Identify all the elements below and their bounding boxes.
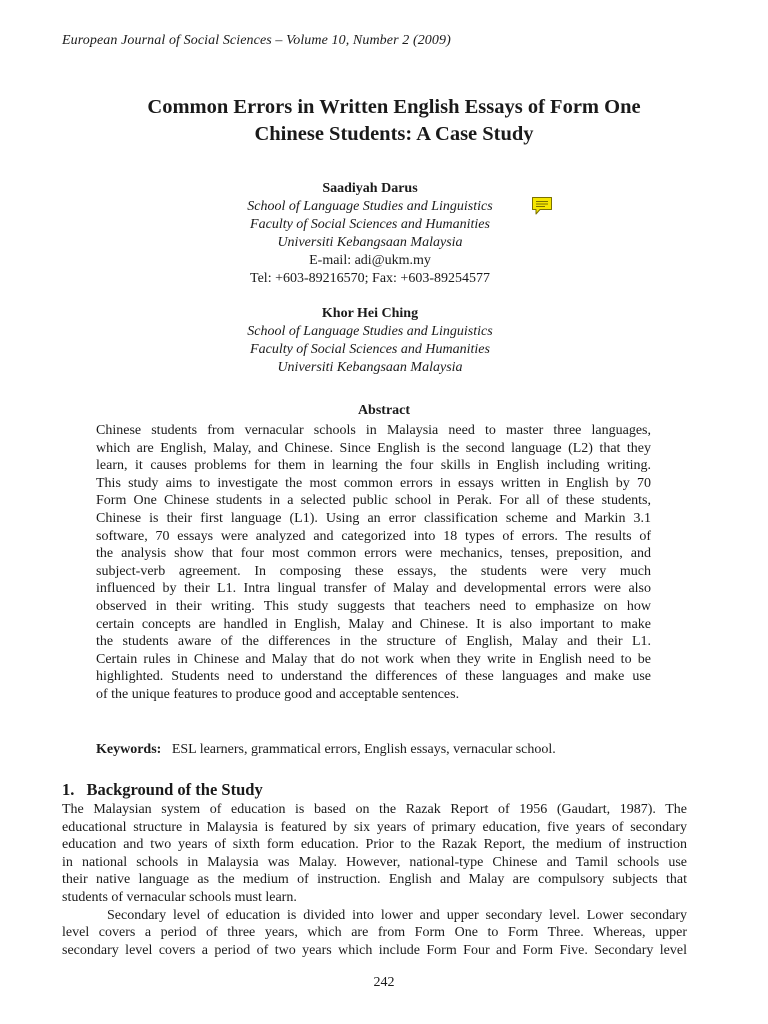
text-line: influenced by their L1. Intra lingual transfer of Malay and developmental errors were also: [96, 581, 651, 597]
keywords: [96, 742, 556, 758]
text-line: This study aims to investigate the most common errors in essays written in English by 70: [96, 475, 651, 491]
title-line: Common Errors in Written English Essays of Form One: [147, 96, 641, 118]
comment-note-icon[interactable]: [531, 196, 553, 216]
text-line: Chinese students from vernacular schools in Malaysia need to master three languages,: [96, 423, 651, 438]
text-line: Chinese is their first language (L1). Using an error classification scheme and Markin 3.1: [96, 510, 651, 526]
text-line: students of vernacular schools must learn.: [62, 889, 297, 905]
text-line: Secondary level of education is divided into lower and upper secondary level. Lower secondary: [107, 907, 687, 923]
text-line: of the unique features to produce good and acceptable sentences.: [96, 686, 460, 702]
text-line: the students aware of the differences in the structure of English, Malay and their L1.: [96, 634, 651, 650]
text-line: secondary level covers a period of two years which include Form Four and Form Five. Secondary level: [62, 942, 687, 958]
text-line: Certain rules in Chinese and Malay that do not work when they write in English need to be: [96, 651, 651, 667]
text-line: level covers a period of three years, which are from Form One to Form Three. Whereas, upper: [62, 925, 687, 941]
author-phone: Tel: +603-89216570; Fax: +603-89254577: [250, 271, 490, 286]
text-line: in national schools in Malaysia was Malay. However, national-type Chinese and Tamil schools use: [62, 854, 687, 870]
keywords-text: ESL learners, grammatical errors, English essays, vernacular school.: [171, 742, 556, 757]
author-affiliation-line: School of Language Studies and Linguistics: [247, 199, 493, 214]
author-affiliation-line: Faculty of Social Sciences and Humanities: [250, 342, 490, 357]
text-line: certain concepts are handled in English, Malay and Chinese. It is also important to make: [96, 616, 651, 632]
paper-title: [60, 94, 728, 148]
text-line: Form One Chinese students in a selected public school in Perak. For all of these students,: [96, 493, 651, 509]
section-title: Background of the Study: [86, 780, 263, 799]
text-line: the analysis show that four most common errors were mechanics, tenses, preposition, and: [96, 546, 651, 562]
author-affiliation-line: Universiti Kebangsaan Malaysia: [277, 235, 463, 250]
author-name: Khor Hei Ching: [321, 306, 419, 321]
text-line: observed in their writing. This study suggests that teachers need to emphasize on how: [96, 598, 651, 614]
keywords-label: Keywords:: [96, 742, 162, 757]
author-affiliation-line: Faculty of Social Sciences and Humanities: [250, 217, 490, 232]
author-email[interactable]: E-mail: adi@ukm.my: [309, 253, 431, 268]
text-line: subject-verb agreement. In composing these essays, the students were very much: [96, 563, 651, 579]
abstract-body: [96, 422, 651, 704]
author-block-2: [100, 305, 640, 377]
running-head: European Journal of Social Sciences – Volume 10, Number 2 (2009): [62, 33, 451, 48]
text-line: education and two years of sixth form education. Prior to the Razak Report, the medium of instruction: [62, 837, 687, 853]
text-line: software, 70 essays were analyzed and categorized into 18 types of errors. The results of: [96, 528, 651, 544]
text-line: The Malaysian system of education is based on the Razak Report of 1956 (Gaudart, 1987). The: [62, 802, 687, 817]
section-heading: [62, 780, 263, 800]
author-affiliation-line: School of Language Studies and Linguistics: [247, 324, 493, 339]
text-line: educational structure in Malaysia is featured by six years of primary education, five years of secondary: [62, 819, 687, 835]
text-line: which are English, Malay, and Chinese. Since English is the second language (L2) that they: [96, 440, 651, 456]
abstract-heading: Abstract: [357, 403, 411, 418]
section-number: 1.: [62, 780, 75, 799]
text-line: their native language as the medium of instruction. English and Malay are compulsory subjects that: [62, 872, 687, 888]
text-line: learn, it causes problems for them in learning the four skills in English including writing.: [96, 458, 651, 474]
page-number: 242: [373, 975, 395, 990]
author-affiliation-line: Universiti Kebangsaan Malaysia: [277, 360, 463, 375]
section-body: [62, 801, 687, 959]
author-name: Saadiyah Darus: [322, 181, 418, 196]
author-block-1: [100, 180, 640, 288]
title-line: Chinese Students: A Case Study: [254, 123, 534, 145]
text-line: highlighted. Students need to understand the differences of these languages and make use: [96, 669, 651, 685]
